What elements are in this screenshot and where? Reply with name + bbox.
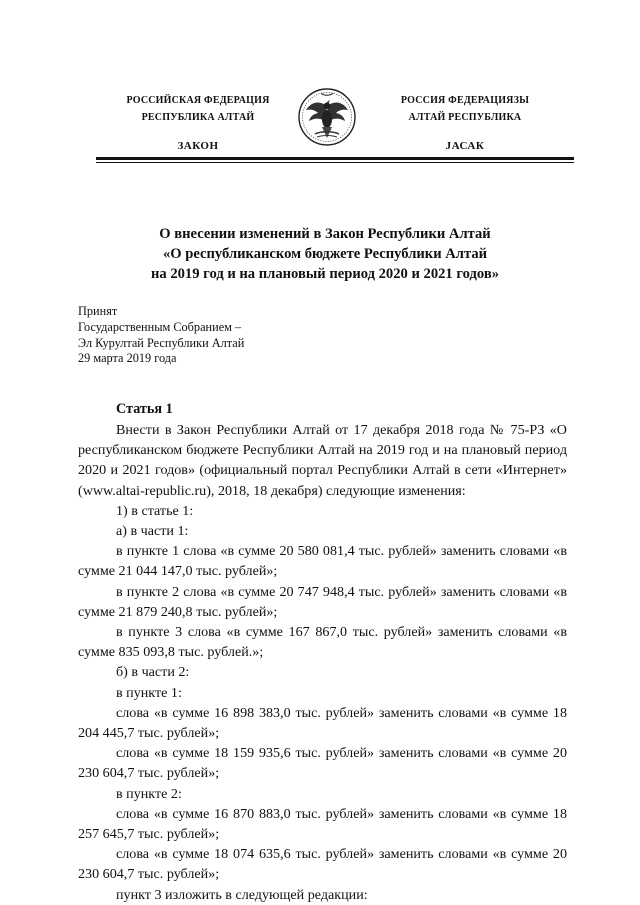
header-right-country: РОССИЯ ФЕДЕРАЦИЯЗЫ: [400, 95, 530, 106]
adoption-date: 29 марта 2019 года: [78, 351, 177, 366]
republic-altai-coat-of-arms-icon: [297, 84, 357, 150]
article-paragraph: в пункте 2:: [116, 785, 182, 802]
title-line: О внесении изменений в Закон Республики Алтай: [159, 226, 491, 242]
header-left-block: [88, 92, 308, 155]
header-divider-thick: [96, 157, 574, 160]
header-right-republic: АЛТАЙ РЕСПУБЛИКА: [408, 112, 522, 123]
article-paragraph: 1) в статье 1:: [116, 502, 194, 519]
header-left-country: РОССИЙСКАЯ ФЕДЕРАЦИЯ: [126, 95, 270, 106]
article-paragraph: а) в части 1:: [116, 523, 189, 540]
adoption-line: Эл Курултай Республики Алтай: [78, 335, 245, 350]
adoption-line: Государственным Собранием –: [78, 319, 242, 334]
title-line: на 2019 год и на плановый период 2020 и 2021 годов»: [150, 266, 500, 282]
header-left-law-label: ЗАКОН: [177, 140, 219, 152]
document-title: [80, 224, 570, 284]
article-paragraph: слова «в сумме 18 074 635,6 тыс. рублей» заменить словами «в сумме 20 230 604,7 тыс. рублей»;: [78, 846, 567, 883]
article-paragraph: слова «в сумме 16 898 383,0 тыс. рублей» заменить словами «в сумме 18 204 445,7 тыс. рублей»;: [78, 704, 567, 742]
header-left-republic: РЕСПУБЛИКА АЛТАЙ: [141, 112, 255, 123]
article-paragraph: пункт 3 изложить в следующей редакции:: [116, 886, 368, 903]
article-paragraph: в пункте 1:: [116, 684, 182, 701]
title-line: «О республиканском бюджете Республики Алтай: [162, 246, 488, 262]
article-paragraph: слова «в сумме 18 159 935,6 тыс. рублей» заменить словами «в сумме 20 230 604,7 тыс. рублей»;: [78, 745, 567, 782]
article-paragraph: в пункте 1 слова «в сумме 20 580 081,4 тыс. рублей» заменить словами «в сумме 21 044 147,0 тыс. рублей»;: [78, 543, 567, 580]
article-paragraph: Внести в Закон Республики Алтай от 17 декабря 2018 года № 75-РЗ «О республиканском бюджете Республики Алтай на 2019 год и на плановый период 2020 и 2021 годов» (официальный портал Республики Алтай в сети «Интернет» (www.altai-republic.ru), 2018, 18 декабря) следующие изменения:: [78, 422, 567, 499]
article-body: [78, 420, 567, 905]
header-right-block: [355, 92, 575, 155]
article-paragraph: слова «в сумме 16 870 883,0 тыс. рублей» заменить словами «в сумме 18 257 645,7 тыс. рублей»;: [78, 805, 567, 843]
header-right-law-label: JАСАК: [445, 140, 485, 152]
article-paragraph: б) в части 2:: [116, 664, 190, 681]
article-heading: Статья 1: [116, 401, 173, 417]
adoption-line: Принят: [78, 304, 118, 318]
header-divider-thin: [96, 162, 574, 163]
article-paragraph: в пункте 3 слова «в сумме 167 867,0 тыс. рублей» заменить словами «в сумме 835 093,8 тыс. рублей.»;: [78, 624, 567, 661]
article-paragraph: в пункте 2 слова «в сумме 20 747 948,4 тыс. рублей» заменить словами «в сумме 21 879 240,8 тыс. рублей»;: [78, 583, 567, 620]
adoption-note: [78, 304, 338, 367]
